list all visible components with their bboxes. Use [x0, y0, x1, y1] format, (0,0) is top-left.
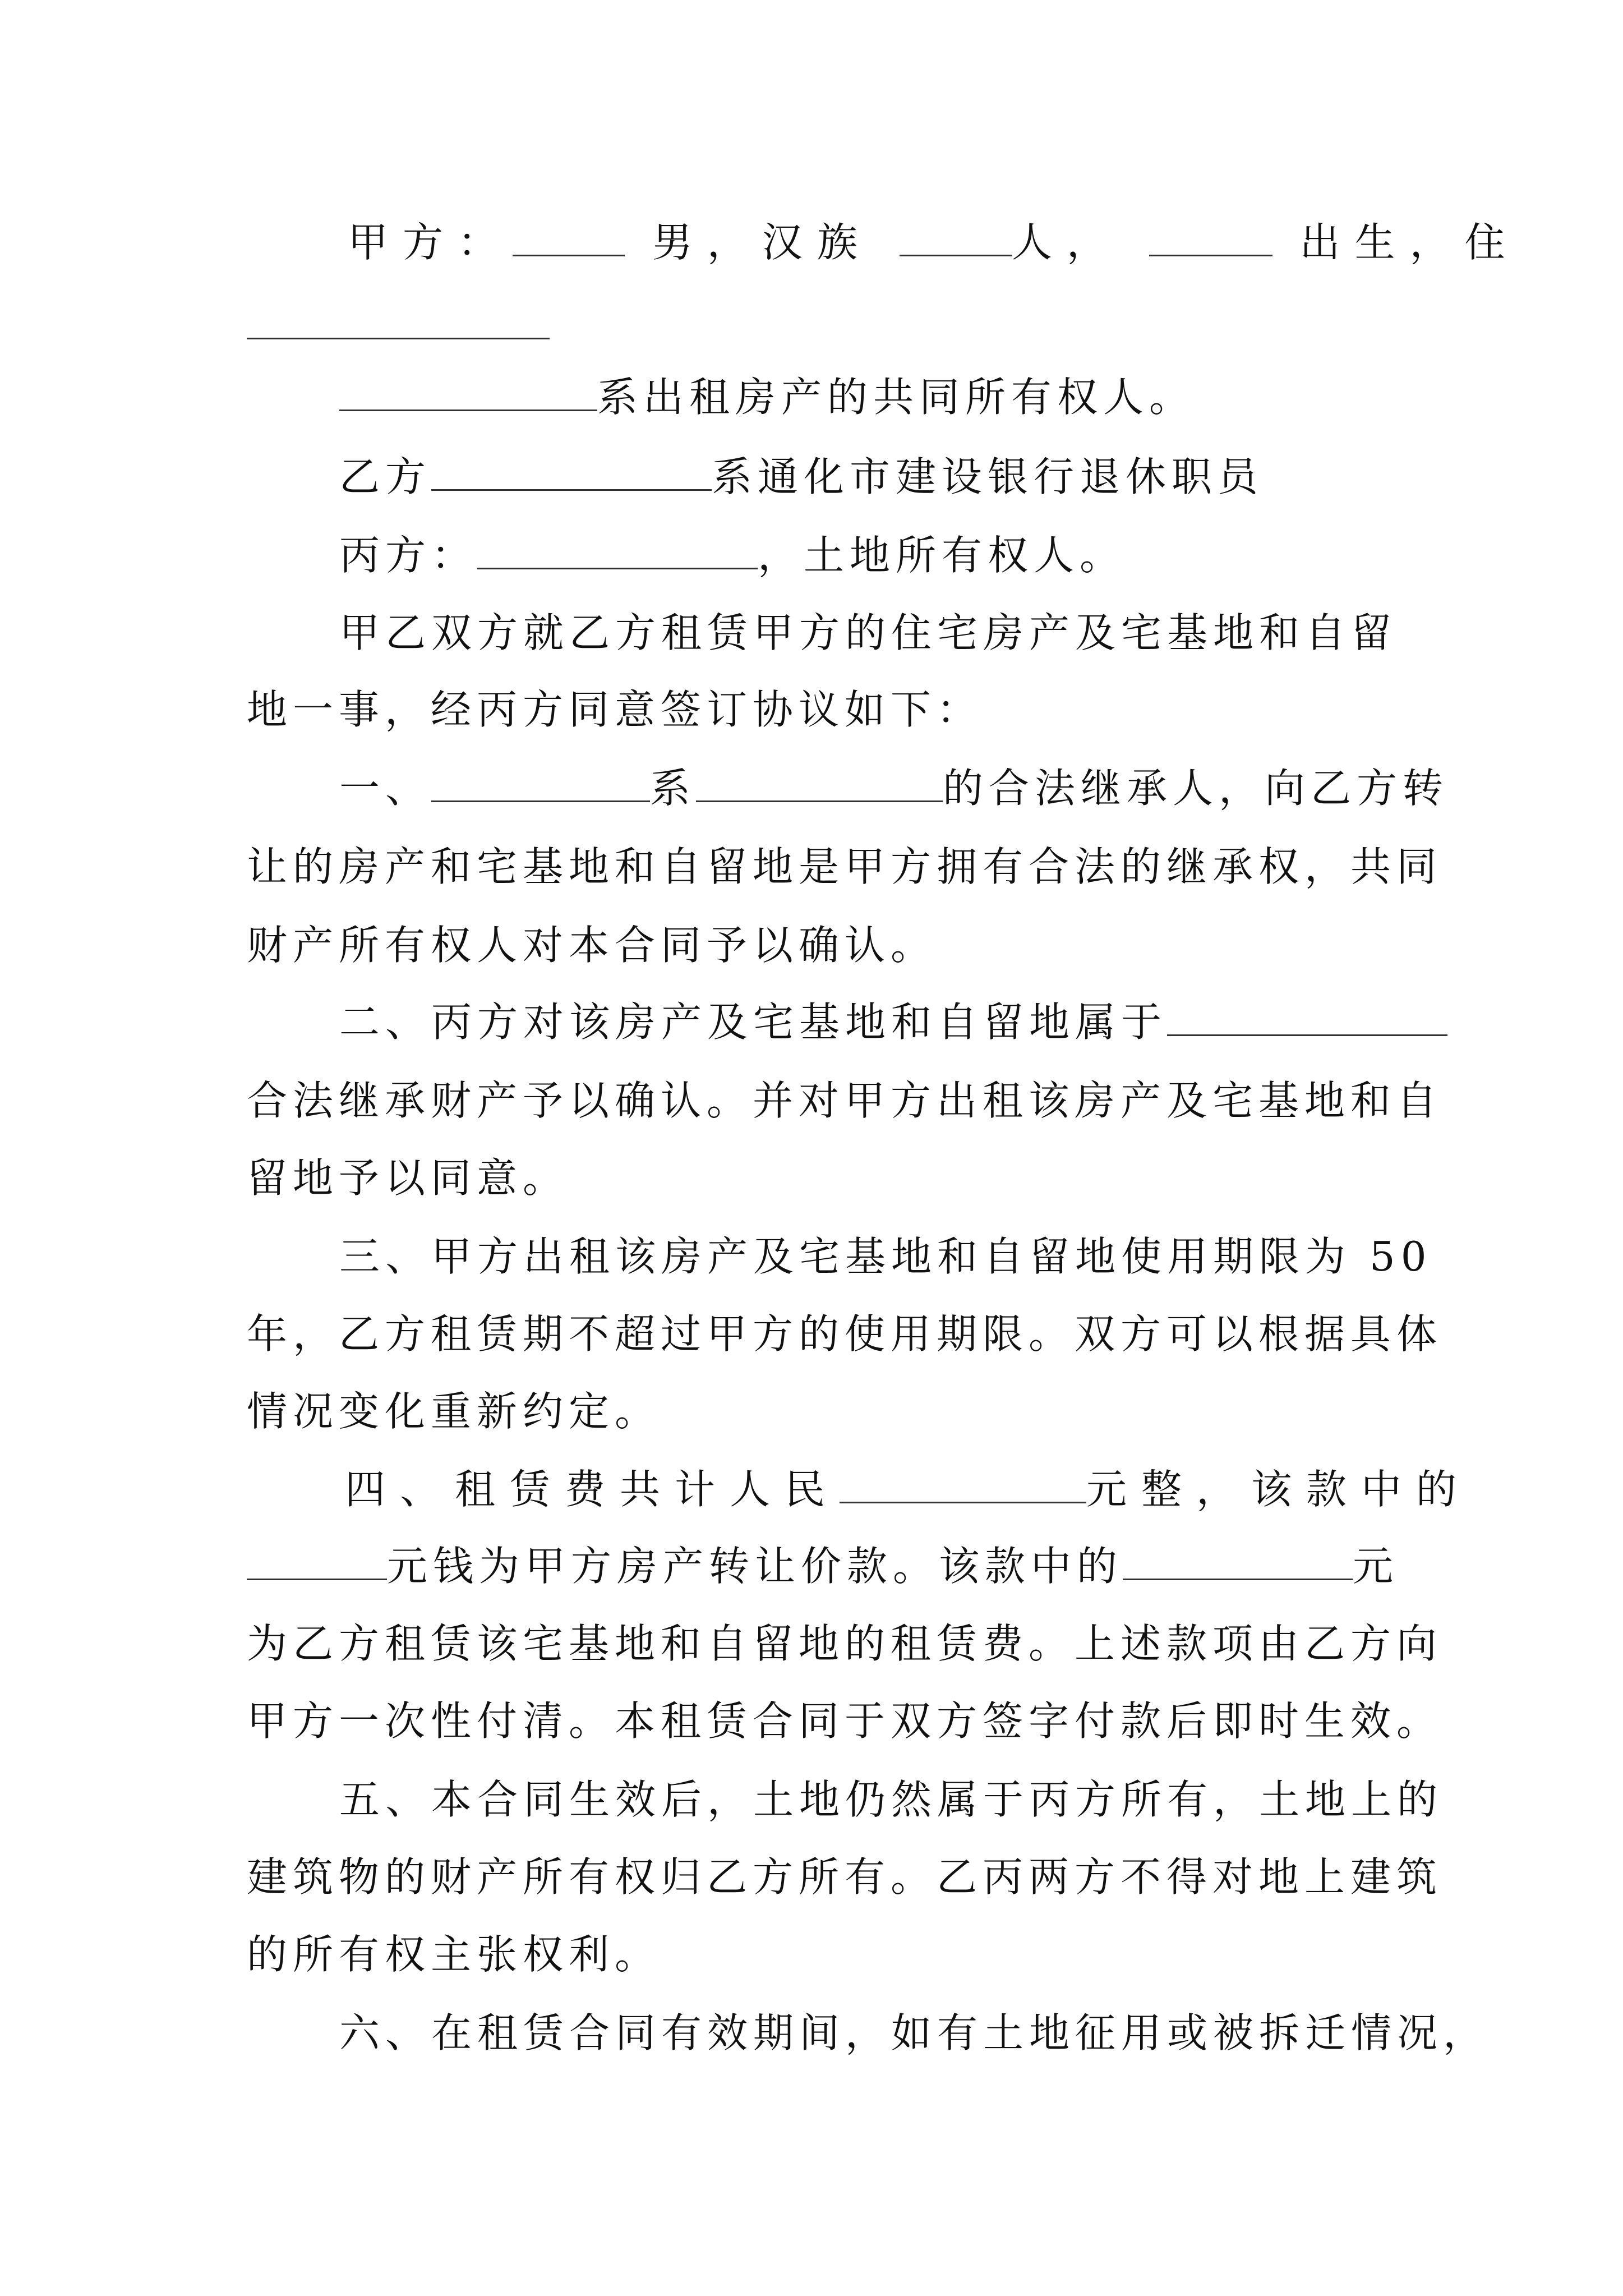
- party-a-label: 甲方：: [348, 219, 513, 266]
- party-a-birth-blank[interactable]: [1149, 223, 1272, 256]
- co-owner-blank[interactable]: [339, 378, 597, 411]
- clause-1-line-3: 财产所有权人对本合同予以确认。: [247, 922, 937, 969]
- party-b-label: 乙方: [339, 453, 432, 500]
- clause-2-text: 二、丙方对该房产及宅基地和自留地属于: [339, 999, 1168, 1046]
- party-c-label: 丙方：: [339, 532, 478, 579]
- clause-2-line-3: 留地予以同意。: [247, 1154, 569, 1202]
- clause-6-line-1: 六、在租赁合同有效期间，如有土地征用或被拆迁情况，: [339, 2009, 1490, 2056]
- clause-1-number: 一、: [339, 765, 432, 812]
- clause-4-end: 元整，该款中的: [1086, 1466, 1472, 1513]
- co-owner-line: [339, 369, 1195, 425]
- party-b-line: [339, 449, 1264, 505]
- party-a-line: [348, 214, 1520, 270]
- clause-1-line-1: [339, 760, 1449, 816]
- clause-4-unit: 元: [1353, 1543, 1399, 1590]
- clause-1-line-2: 让的房产和宅基地和自留地是甲方拥有合法的继承权，共同: [247, 843, 1443, 890]
- clause-4-line-2: [247, 1538, 1399, 1594]
- intro-line-2: 地一事，经丙方同意签订协议如下：: [247, 686, 983, 733]
- clause-2-owner-blank[interactable]: [1167, 1003, 1447, 1036]
- party-c-desc: ，土地所有权人。: [758, 532, 1126, 579]
- clause-3-line-2: 年，乙方租赁期不超过甲方的使用期限。双方可以根据具体: [247, 1310, 1443, 1358]
- party-b-blank[interactable]: [431, 458, 712, 491]
- party-a-address-blank[interactable]: [247, 338, 550, 339]
- clause-2-line-2: 合法继承财产予以确认。并对甲方出租该房产及宅基地和自: [247, 1077, 1443, 1124]
- clause-4-line-4: 甲方一次性付清。本租赁合同于双方签字付款后即时生效。: [247, 1697, 1443, 1745]
- clause-4-total-blank[interactable]: [840, 1470, 1086, 1503]
- clause-4-line-3: 为乙方租赁该宅基地和自留地的租赁费。上述款项由乙方向: [247, 1620, 1443, 1667]
- clause-1-heir-blank[interactable]: [431, 769, 650, 802]
- clause-5-line-1: 五、本合同生效后，土地仍然属于丙方所有，土地上的: [339, 1776, 1444, 1823]
- party-a-native-blank[interactable]: [900, 223, 1012, 256]
- clause-4-mid: 元钱为甲方房产转让价款。该款中的: [387, 1543, 1123, 1590]
- party-c-blank[interactable]: [477, 536, 758, 569]
- clause-3-line-1: 三、甲方出租该房产及宅基地和自留地使用期限为 50: [339, 1233, 1432, 1280]
- party-a-gender: 男，汉族: [652, 219, 872, 266]
- clause-4-line-1: [345, 1461, 1471, 1517]
- party-a-born: 出生，住: [1299, 219, 1520, 266]
- intro-line-1: 甲乙双方就乙方租赁甲方的住宅房产及宅基地和自留: [339, 609, 1398, 656]
- party-c-line: [339, 527, 1126, 583]
- clause-1-deceased-blank[interactable]: [696, 769, 943, 802]
- clause-3-line-3: 情况变化重新约定。: [247, 1388, 661, 1435]
- clause-1-end: 的合法继承人，向乙方转: [943, 765, 1449, 812]
- clause-5-line-3: 的所有权主张权利。: [247, 1931, 661, 1978]
- co-owner-text: 系出租房产的共同所有权人。: [597, 374, 1196, 421]
- clause-4-land-fee-blank[interactable]: [1123, 1547, 1353, 1580]
- party-a-name-blank[interactable]: [513, 223, 625, 256]
- party-a-native: 人，: [1011, 219, 1122, 266]
- clause-4-house-price-blank[interactable]: [247, 1547, 387, 1580]
- clause-4-start: 四、租赁费共计人民: [345, 1466, 840, 1513]
- clause-5-line-2: 建筑物的财产所有权归乙方所有。乙丙两方不得对地上建筑: [247, 1853, 1443, 1901]
- clause-2-line-1: [339, 994, 1447, 1050]
- clause-1-mid: 系: [650, 765, 697, 812]
- party-b-desc: 系通化市建设银行退休职员: [712, 453, 1264, 500]
